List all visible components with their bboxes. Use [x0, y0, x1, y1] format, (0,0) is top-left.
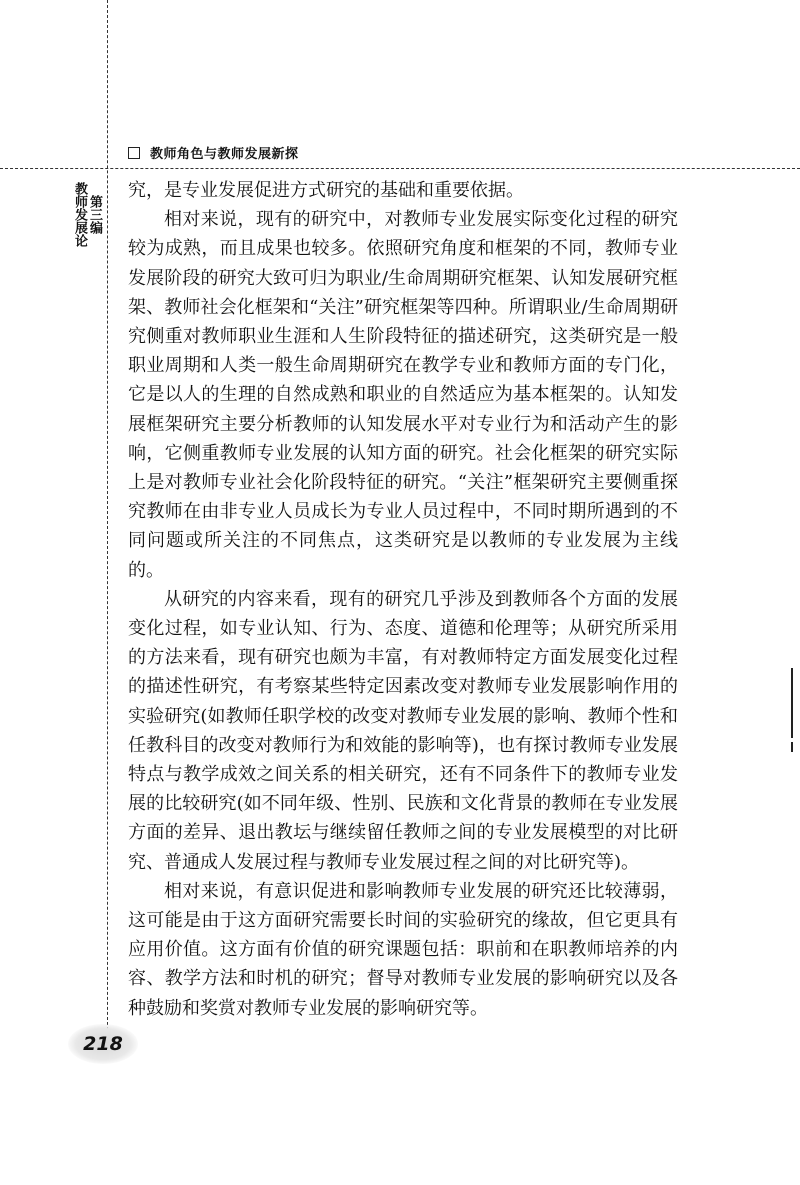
edge-mark	[791, 742, 793, 752]
vertical-dashed-rule	[107, 0, 108, 1050]
square-box-icon	[128, 147, 140, 159]
paragraph: 从研究的内容来看，现有的研究几乎涉及到教师各个方面的发展变化过程，如专业认知、行为、态度、道德和伦理等；从研究所采用的方法来看，现有研究也颇为丰富，有对教师特定方面发展变化过程的描述性研究，有考察某些特定因素改变对教师专业发展影响作用的实验研究(如教师任职学校的改变对教师专业发展的影响、教师个性和任教科目的改变对教师行为和效能的影响等)，也有探讨教师专业发展特点与教学成效之间关系的相关研究，还有不同条件下的教师专业发展的比较研究(如不同年级、性别、民族和文化背景的教师在专业发展方面的差异、退出教坛与继续留任教师之间的专业发展模型的对比研究、普通成人发展过程与教师专业发展过程之间的对比研究等)。	[128, 588, 678, 873]
page-number: 218	[68, 1024, 138, 1064]
side-label-section: 教师发展论	[72, 182, 87, 247]
side-label-part: 第三编	[87, 195, 102, 234]
paragraph: 相对来说，现有的研究中，对教师专业发展实际变化过程的研究较为成熟，而且成果也较多。依照研究角度和框架的不同，教师专业发展阶段的研究大致可归为职业/生命周期研究框架、认知发展研究框架、教师社会化框架和“关注”研究框架等四种。所谓职业/生命周期研究侧重对教师职业生涯和人生阶段特征的描述研究，这类研究是一般职业周期和人类一般生命周期研究在教学专业和教师方面的专门化，它是以人的生理的自然成熟和职业的自然适应为基本框架的。认知发展框架研究主要分析教师的认知发展水平对专业行为和活动产生的影响，它侧重教师专业发展的认知方面的研究。社会化框架的研究实际上是对教师专业社会化阶段特征的研究。“关注”框架研究主要侧重探究教师在由非专业人员成长为专业人员过程中，不同时期所遇到的不同问题或所关注的不同焦点，这类研究是以教师的专业发展为主线的。	[128, 209, 678, 581]
body-text	[128, 176, 678, 1023]
paragraph-continued: 究，是专业发展促进方式研究的基础和重要依据。	[128, 180, 524, 201]
edge-mark	[791, 668, 793, 738]
paragraph: 相对来说，有意识促进和影响教师专业发展的研究还比较薄弱，这可能是由于这方面研究需要长时间的实验研究的缘故，但它更具有应用价值。这方面有价值的研究课题包括：职前和在职教师培养的内容、教学方法和时机的研究；督导对教师专业发展的影响研究以及各种鼓励和奖赏对教师专业发展的影响研究等。	[128, 880, 678, 1019]
running-header-title: 教师角色与教师发展新探	[150, 147, 299, 162]
header-dashed-rule	[0, 168, 800, 169]
side-section-label	[72, 182, 102, 247]
running-header	[128, 143, 299, 162]
